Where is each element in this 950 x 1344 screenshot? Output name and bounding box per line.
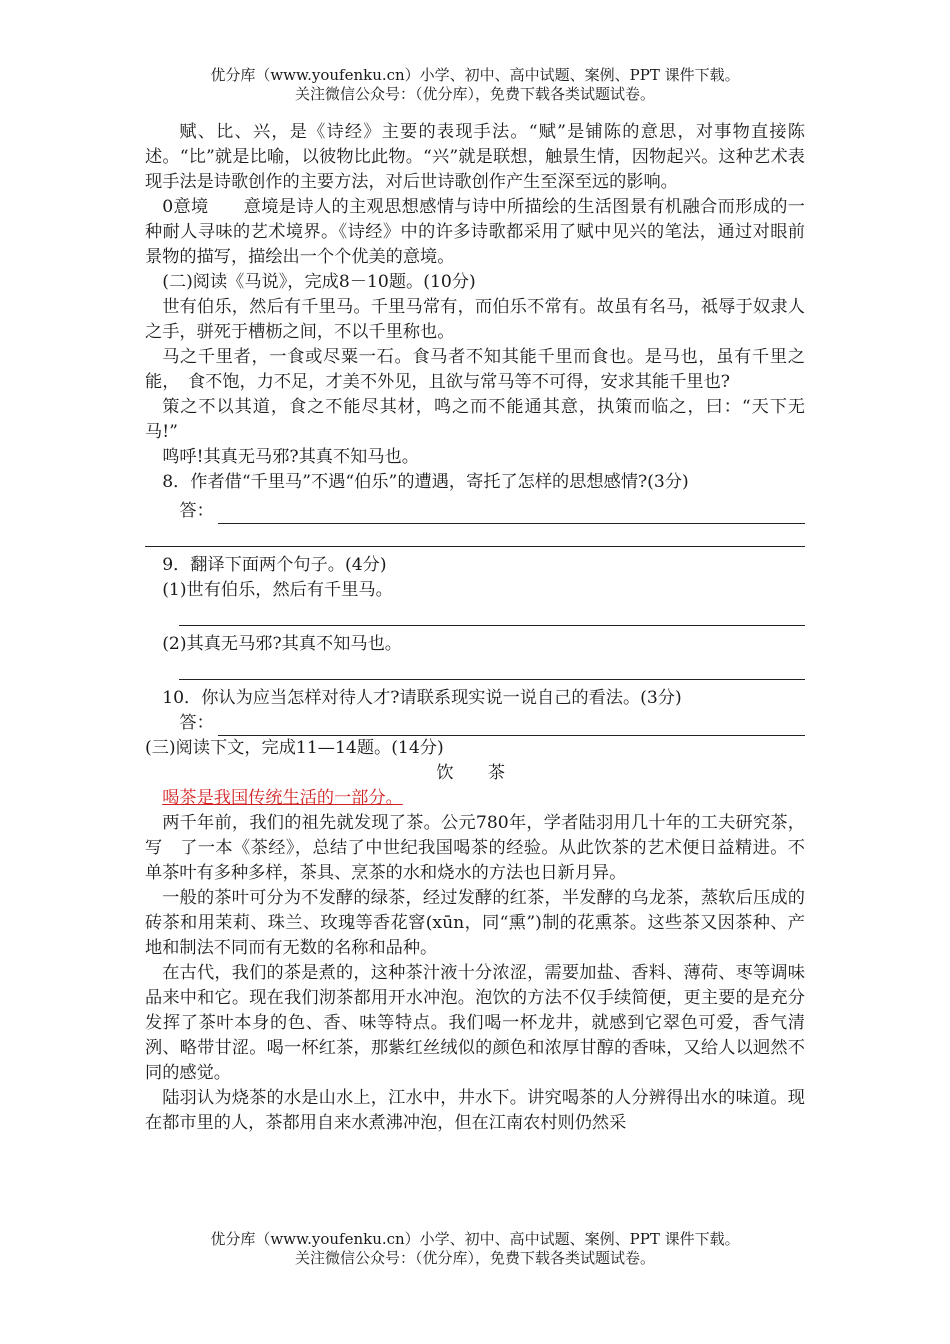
mashuo-paragraph-3: 策之不以其道，食之不能尽其材，鸣之而不能通其意，执策而临之，曰：“天下无马!” xyxy=(145,397,805,442)
article-lead-text: 喝茶是我国传统生活的一部分。 xyxy=(162,788,403,808)
intro-paragraph-yijing: 0意境 意境是诗人的主观思想感情与诗中所描绘的生活图景有机融合而形成的一种耐人寻味的艺术境界。《诗经》中的许多诗歌都采用了赋中见兴的笔法，通过对眼前景物的描写，描绘出一个个优美的意境。 xyxy=(145,197,805,267)
question-9-sentence-2: (2)其真无马邪?其真不知马也。 xyxy=(162,634,402,654)
question-8-answer-line-1[interactable] xyxy=(218,503,805,524)
article-paragraph-3: 在古代，我们的茶是煮的，这种茶汁液十分浓涩，需要加盐、香料、薄荷、枣等调味品来中和它。现在我们沏茶都用开水冲泡。泡饮的方法不仅手续简便，更主要的是充分发挥了茶叶本身的色、香、味等特点。我们喝一杯龙井，就感到它翠色可爱，香气清洌、略带甘涩。喝一杯红茶，那紫红丝绒似的颜色和浓厚甘醇的香味，又给人以迥然不同的感觉。 xyxy=(145,963,805,1083)
question-9: 9．翻译下面两个句子。(4分) xyxy=(162,555,387,575)
question-10-answer-line[interactable] xyxy=(218,715,805,736)
question-10: 10．你认为应当怎样对待人才?请联系现实说一说自己的看法。(3分) xyxy=(162,688,682,708)
question-8-answer-line-2[interactable] xyxy=(145,524,805,547)
page-header xyxy=(0,66,950,104)
section-3-title: (三)阅读下文，完成11—14题。(14分) xyxy=(145,738,444,758)
section-2-title: (二)阅读《马说》，完成8－10题。(10分) xyxy=(162,272,476,292)
question-8-answer-row xyxy=(145,499,805,524)
question-9-answer-line-2[interactable] xyxy=(179,657,805,680)
question-9-answer-line-1[interactable] xyxy=(179,603,805,626)
document-body xyxy=(145,120,805,1136)
article-lead-sentence xyxy=(145,786,805,811)
article-title: 饮 茶 xyxy=(436,763,514,783)
page-footer xyxy=(0,1230,950,1268)
article-paragraph-4: 陆羽认为烧茶的水是山水上，江水中，井水下。讲究喝茶的人分辨得出水的味道。现在都市里的人，茶都用自来水煮沸冲泡，但在江南农村则仍然采 xyxy=(145,1088,805,1133)
question-10-answer-row xyxy=(145,711,805,736)
footer-line-1: 优分库（www.youfenku.cn）小学、初中、高中试题、案例、PPT 课件下载。 xyxy=(210,1230,740,1248)
mashuo-paragraph-4: 鸣呼!其真无马邪?其真不知马也。 xyxy=(162,447,419,467)
question-9-sentence-1: (1)世有伯乐，然后有千里马。 xyxy=(162,580,393,600)
article-paragraph-2: 一般的茶叶可分为不发酵的绿茶，经过发酵的红茶，半发酵的乌龙茶，蒸软后压成的砖茶和用茉莉、珠兰、玫瑰等香花窨(xūn，同“熏”)制的花熏茶。这些茶又因茶种、产地和制法不同而有无数的名称和品种。 xyxy=(145,888,805,958)
header-line-1: 优分库（www.youfenku.cn）小学、初中、高中试题、案例、PPT 课件下载。 xyxy=(210,66,740,84)
header-line-2: 关注微信公众号：（优分库），免费下载各类试题试卷。 xyxy=(294,85,655,103)
footer-line-2: 关注微信公众号：（优分库），免费下载各类试题试卷。 xyxy=(294,1249,655,1267)
article-paragraph-1: 两千年前，我们的祖先就发现了茶。公元780年，学者陆羽用几十年的工夫研究茶，写 了一本《茶经》，总结了中世纪我国喝茶的经验。从此饮茶的艺术便日益精进。不单茶叶有多种多样，茶具、烹茶的水和烧水的方法也日新月异。 xyxy=(145,813,805,883)
intro-paragraph-fu-bi-xing: 赋、比、兴，是《诗经》主要的表现手法。“赋”是铺陈的意思，对事物直接陈述。“比”就是比喻，以彼物比此物。“兴”就是联想，触景生情，因物起兴。这种艺术表现手法是诗歌创作的主要方法，对后世诗歌创作产生至深至远的影响。 xyxy=(145,122,805,192)
question-8: 8．作者借“千里马”不遇“伯乐”的遭遇，寄托了怎样的思想感情?(3分) xyxy=(162,472,689,492)
answer-label: 答： xyxy=(179,501,214,521)
mashuo-paragraph-1: 世有伯乐，然后有千里马。千里马常有，而伯乐不常有。故虽有名马，祗辱于奴隶人之手，骈死于槽枥之间，不以千里称也。 xyxy=(145,297,805,342)
answer-label-2: 答： xyxy=(179,713,214,733)
mashuo-paragraph-2: 马之千里者，一食或尽粟一石。食马者不知其能千里而食也。是马也，虽有千里之能， 食不饱，力不足，才美不外见，且欲与常马等不可得，安求其能千里也? xyxy=(145,347,805,392)
